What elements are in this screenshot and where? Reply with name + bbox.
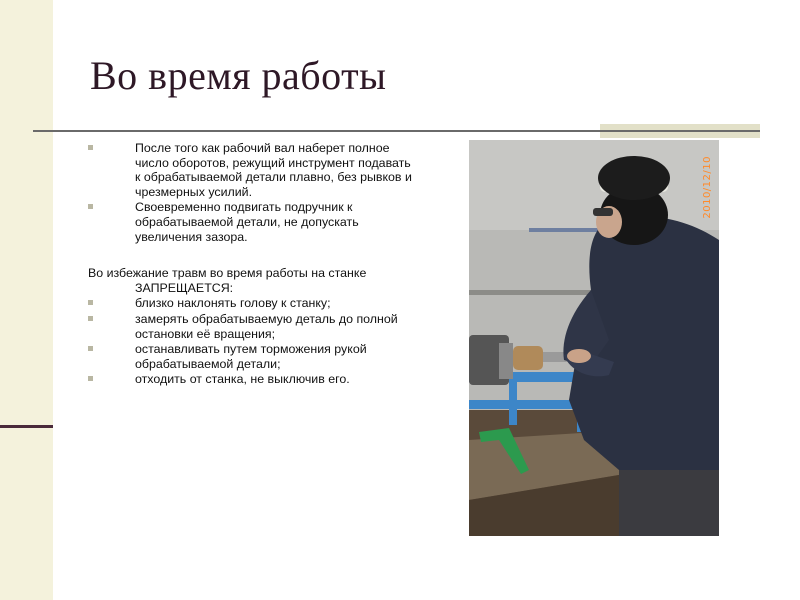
left-decor-band xyxy=(0,0,53,600)
left-decor-rule xyxy=(0,425,53,428)
bullet-icon xyxy=(88,376,93,381)
photo-illustration xyxy=(469,140,719,536)
bullet-icon xyxy=(88,145,93,150)
prohibition-intro: Во избежание травм во время работы на станке ЗАПРЕЩАЕТСЯ: xyxy=(88,266,367,295)
bullet-icon xyxy=(88,316,93,321)
list-item: Своевременно подвигать подручник к обрабатываемой детали, не допускать увеличения зазора. xyxy=(88,200,418,244)
lathe-worker-photo xyxy=(469,140,719,536)
bullet-icon xyxy=(88,204,93,209)
slide-body xyxy=(88,141,418,388)
bullet-icon xyxy=(88,300,93,305)
photo-date-stamp: 2010/12/10 xyxy=(702,156,713,219)
slide-title: Во время работы xyxy=(90,53,387,98)
bullet-icon xyxy=(88,346,93,351)
list-item: замерять обрабатываемую деталь до полной остановки её вращения; xyxy=(88,312,418,341)
list-item: близко наклонять голову к станку; xyxy=(88,296,418,311)
title-divider-accent-line xyxy=(600,130,760,132)
list-item: отходить от станка, не выключив его. xyxy=(88,372,418,387)
list-item: останавливать путем торможения рукой обрабатываемой детали; xyxy=(88,342,418,371)
list-item: После того как рабочий вал наберет полное число оборотов, режущий инструмент подавать к обрабатываемой детали плавно, без рывков и чрезмерных усилий. xyxy=(88,141,418,199)
